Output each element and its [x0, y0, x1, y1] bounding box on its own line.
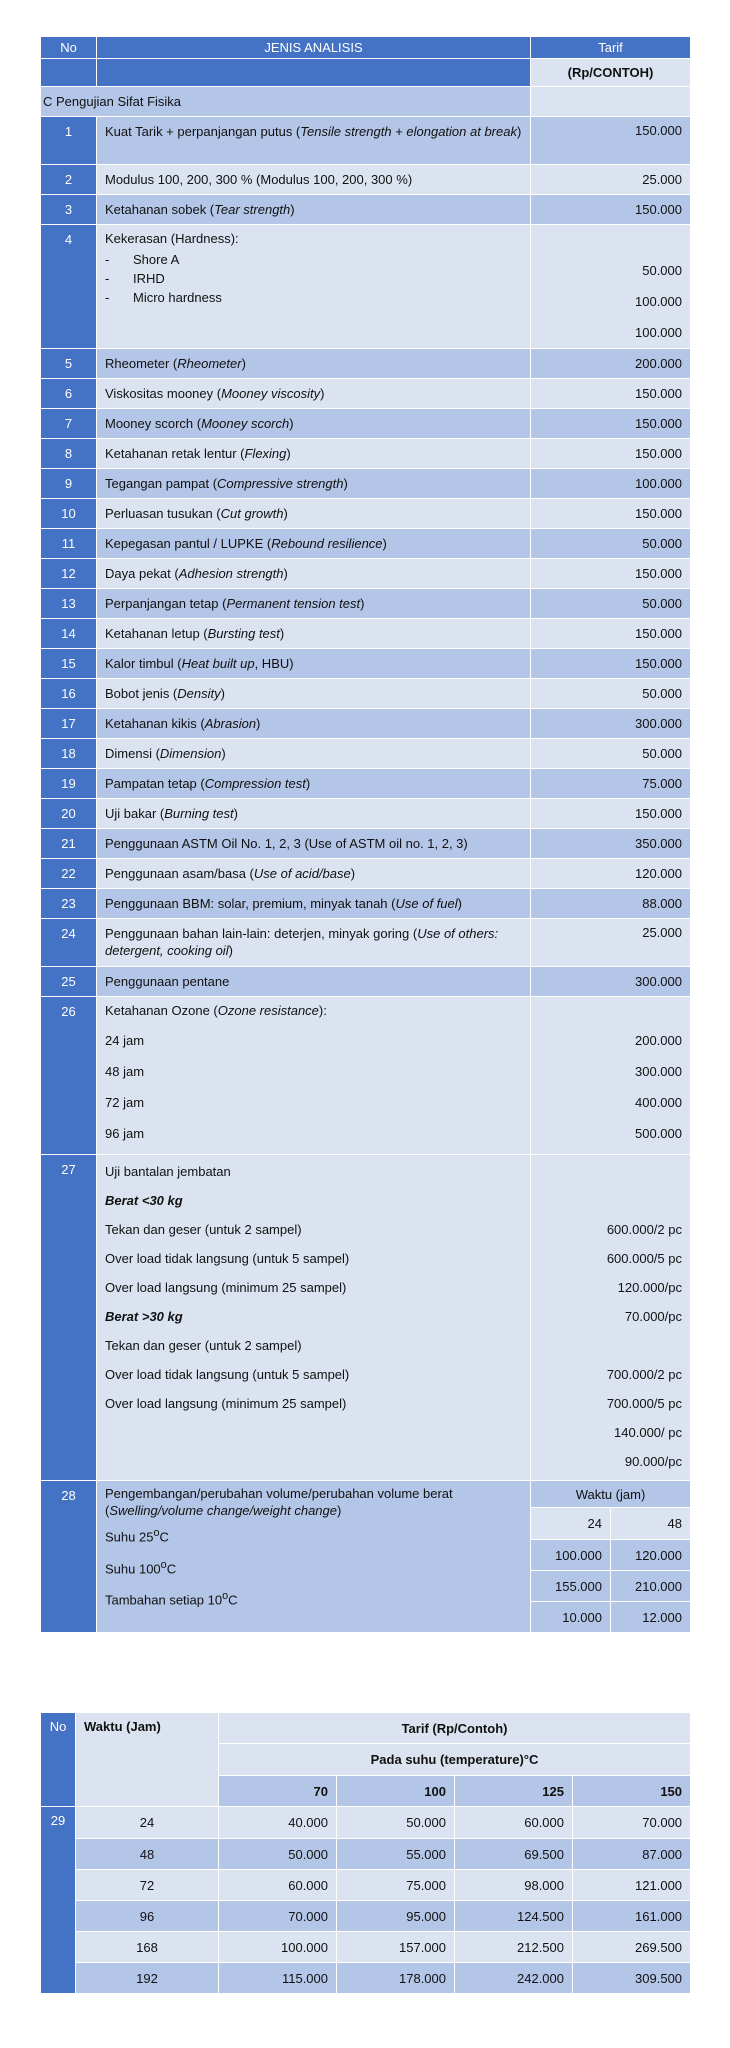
list-item: - IRHD	[105, 271, 165, 286]
bridge-line-label	[105, 1447, 522, 1476]
row-description: Rheometer (Rheometer)	[97, 349, 531, 379]
table-row	[41, 889, 691, 919]
temperature-tariff-table	[40, 1712, 691, 1994]
header-jenis: JENIS ANALISIS	[97, 37, 531, 59]
table-row	[41, 349, 691, 379]
table-row	[41, 709, 691, 739]
table-row	[41, 379, 691, 409]
swelling-label: Suhu 25$^o$C	[105, 1527, 169, 1545]
row-price: 350.000	[531, 829, 691, 859]
row-number: 21	[41, 829, 97, 859]
table-row	[41, 559, 691, 589]
ozone-item-label: 24 jam	[105, 1033, 145, 1048]
header-tarif: Tarif	[531, 37, 691, 59]
section-title: C Pengujian Sifat Fisika	[41, 87, 531, 117]
bridge-line-price: 120.000/pc	[617, 1280, 682, 1295]
row-price: 150.000	[531, 799, 691, 829]
table-row	[41, 1839, 691, 1870]
row-value: 121.000	[573, 1870, 691, 1901]
row-number: 8	[41, 439, 97, 469]
row-value: 60.000	[219, 1870, 337, 1901]
table-row	[41, 117, 691, 165]
row-value: 50.000	[219, 1839, 337, 1870]
row-jam: 24	[76, 1807, 219, 1839]
row-description: Kepegasan pantul / LUPKE (Rebound resilience)	[97, 529, 531, 559]
row-number: 11	[41, 529, 97, 559]
table-row	[41, 799, 691, 829]
row-value: 124.500	[455, 1901, 573, 1932]
row-price: 150.000	[531, 649, 691, 679]
row-description: Tegangan pampat (Compressive strength)	[97, 469, 531, 499]
lower-header-waktu: Waktu (Jam)	[76, 1713, 219, 1807]
row-swelling-head	[41, 1481, 691, 1508]
bridge-line-label: Berat <30 kg	[105, 1193, 183, 1208]
row-number: 4	[41, 225, 97, 349]
table-row	[41, 739, 691, 769]
row-value: 40.000	[219, 1807, 337, 1839]
row-value: 100.000	[219, 1932, 337, 1963]
table-row	[41, 409, 691, 439]
row-number: 12	[41, 559, 97, 589]
bridge-line-label: Over load langsung (minimum 25 sampel)	[105, 1280, 347, 1295]
row-description: Penggunaan asam/basa (Use of acid/base)	[97, 859, 531, 889]
row-jam: 192	[76, 1963, 219, 1994]
row-number: 15	[41, 649, 97, 679]
ozone-prices	[531, 997, 691, 1155]
row-number: 16	[41, 679, 97, 709]
row-description: Kuat Tarik + perpanjangan putus (Tensile strength + elongation at break)	[97, 117, 531, 165]
table-row	[41, 195, 691, 225]
hardness-list	[105, 250, 522, 307]
row-price: 150.000	[531, 559, 691, 589]
row-number: 6	[41, 379, 97, 409]
row-value: 269.500	[573, 1932, 691, 1963]
row-value: 95.000	[337, 1901, 455, 1932]
header-no: No	[41, 37, 97, 59]
row-bridge	[41, 1155, 691, 1481]
table-row	[41, 1932, 691, 1963]
table-row	[41, 919, 691, 967]
table-row	[41, 1963, 691, 1994]
table-row	[41, 469, 691, 499]
list-item: - Shore A	[105, 252, 180, 267]
row-description: Daya pekat (Adhesion strength)	[97, 559, 531, 589]
row-number: 17	[41, 709, 97, 739]
header-unit-row	[41, 59, 691, 87]
row-number: 20	[41, 799, 97, 829]
bridge-line-price	[539, 1186, 682, 1215]
ozone-title: Ketahanan Ozone (Ozone resistance):	[105, 1003, 327, 1018]
row-price: 150.000	[531, 195, 691, 225]
row-value: 157.000	[337, 1932, 455, 1963]
row-price: 150.000	[531, 619, 691, 649]
row-price: 25.000	[531, 165, 691, 195]
table-row	[41, 679, 691, 709]
row-number: 29	[41, 1807, 76, 1994]
table-row	[41, 859, 691, 889]
tariff-table: No JENIS ANALISIS Tarif (Rp/CONTOH) C Pengujian Sifat Fisika 1 Kuat Tarik + perpanjangan putus (Tensile strength + elongation at break) 150.000 2 Modulus 100, 200, 300 % (Modulus 100, 200, 300 %) 25.000 3 Ketahanan sobek (Tear strength) 150.000 4 Kekerasan (Hardness): - Shore A - IRHD - Micro hardness 50.000 100.000 100.000 5 Rheometer (Rheometer) 200.000 6 Viskositas mooney (Mooney viscosity) 150.000 7 Mooney scorch (Mooney scorch) 150.000 8 Ketahanan retak lentur (Flexing) 150.000 9 Tegangan pampat (Compressive strength) 100.000 10 Perluasan tusukan (Cut growth) 150.000 11 Kepegasan pantul / LUPKE (Rebound resilience) 50.000 12 Daya pekat (Adhesion strength) 150.000 13 Perpanjangan tetap (Permanent tension test) 50.000 14 Ketahanan letup (Bursting test) 150.000 15 Kalor timbul (Heat built up, HBU) 150.000 16 Bobot jenis (Density) 50.000 17 Ketahanan kikis (Abrasion) 300.000 18 Dimensi (Dimension) 50.000 19 Pampatan tetap (Compression test) 75.000 20 Uji bakar (Burning test) 150.000 21 Penggunaan ASTM Oil No. 1, 2, 3 (Use of ASTM oil no. 1, 2, 3) 350.000 22 Penggunaan asam/basa (Use of acid/base) 120.000 23 Penggunaan BBM: solar, premium, minyak tanah (Use of fuel) 88.000 24 Penggunaan bahan lain-lain: deterjen, minyak goring (Use of others: detergent, cooking oil) 25.000 25 Penggunaan pentane 300.000 26 Ketahanan Ozone (Ozone resistance): 24 jam 48 jam 72 jam 96 jam 200.000 300.000 400.000 500.000 27 Uji bantalan jembatan Berat <30 kg Tekan dan geser (untuk 2 sampel) Over load tidak langsung (untuk 5 sampel) Over load langsung (minimum 25 sampel) Berat >30 kg Tekan dan geser (untuk 2 sampel) Over load tidak langsung (untuk 5 sampel) Over load langsung (minimum 25 sampel) 600.000/2 pc 600.000/5 pc 120.000/pc 70.000/pc 700.000/2 pc 700.000/5 pc 140.000/ pc 90.000/pc 28 Pengembangan/perubahan volume/perubahan volume berat (Swelling/volume change/weight change) Suhu 25$^o$C Suhu 100$^o$C Tambahan setiap 10$^o$C Waktu (jam) 24 48 100.000 120.000 155.000 210.000 10.000 12.000	[40, 36, 691, 1633]
hardness-title: Kekerasan (Hardness):	[105, 231, 239, 246]
row-value: 60.000	[455, 1807, 573, 1839]
row-number: 22	[41, 859, 97, 889]
bridge-cell	[97, 1155, 531, 1481]
bridge-line-price	[539, 1331, 682, 1360]
row-description: Ketahanan sobek (Tear strength)	[97, 195, 531, 225]
row-value: 87.000	[573, 1839, 691, 1870]
header-row	[41, 37, 691, 59]
swelling-waktu-header: Waktu (jam)	[531, 1481, 691, 1508]
row-price: 50.000	[531, 529, 691, 559]
bridge-line-label: Berat >30 kg	[105, 1309, 183, 1324]
row-ozone	[41, 997, 691, 1155]
bridge-prices	[531, 1155, 691, 1481]
bridge-line-price: 700.000/5 pc	[606, 1396, 682, 1411]
section-row	[41, 87, 691, 117]
row-description: Penggunaan ASTM Oil No. 1, 2, 3 (Use of ASTM oil no. 1, 2, 3)	[97, 829, 531, 859]
temp-header: 125	[455, 1776, 573, 1807]
row-price: 150.000	[531, 379, 691, 409]
row-number: 28	[41, 1481, 97, 1633]
row-number: 5	[41, 349, 97, 379]
row-price: 25.000	[531, 919, 691, 967]
table-row	[41, 439, 691, 469]
row-number: 3	[41, 195, 97, 225]
row-description: Viskositas mooney (Mooney viscosity)	[97, 379, 531, 409]
row-number: 13	[41, 589, 97, 619]
row-description: Ketahanan retak lentur (Flexing)	[97, 439, 531, 469]
row-number: 2	[41, 165, 97, 195]
row-value: 70.000	[573, 1807, 691, 1839]
row-value: 50.000	[337, 1807, 455, 1839]
row-number: 10	[41, 499, 97, 529]
table-row	[41, 165, 691, 195]
row-description: Modulus 100, 200, 300 % (Modulus 100, 200, 300 %)	[97, 165, 531, 195]
bridge-line-price	[539, 1157, 682, 1186]
row-value: 69.500	[455, 1839, 573, 1870]
row-number: 27	[41, 1155, 97, 1481]
ozone-item-label: 72 jam	[105, 1095, 145, 1110]
row-price: 150.000	[531, 409, 691, 439]
row-description: Kalor timbul (Heat built up, HBU)	[97, 649, 531, 679]
row-number: 26	[41, 997, 97, 1155]
bridge-line-label	[105, 1418, 522, 1447]
row-jam: 168	[76, 1932, 219, 1963]
bridge-line-label: Tekan dan geser (untuk 2 sampel)	[105, 1338, 302, 1353]
row-description: Penggunaan BBM: solar, premium, minyak tanah (Use of fuel)	[97, 889, 531, 919]
row-value: 161.000	[573, 1901, 691, 1932]
row-value: 242.000	[455, 1963, 573, 1994]
row-price: 50.000	[531, 589, 691, 619]
row-price: 150.000	[531, 499, 691, 529]
row-description: Ketahanan letup (Bursting test)	[97, 619, 531, 649]
bridge-line-price: 600.000/2 pc	[606, 1222, 682, 1237]
row-number: 23	[41, 889, 97, 919]
row-description: Dimensi (Dimension)	[97, 739, 531, 769]
row-price: 150.000	[531, 439, 691, 469]
row-number: 25	[41, 967, 97, 997]
swelling-cell	[97, 1481, 531, 1633]
table-row	[41, 649, 691, 679]
row-number: 7	[41, 409, 97, 439]
bridge-line-label: Over load langsung (minimum 25 sampel)	[105, 1396, 347, 1411]
ozone-item-price: 300.000	[635, 1064, 682, 1079]
table-row	[41, 1870, 691, 1901]
table-row	[41, 589, 691, 619]
row-value: 70.000	[219, 1901, 337, 1932]
row-number: 24	[41, 919, 97, 967]
list-item: - Micro hardness	[105, 290, 222, 305]
table-row	[41, 1807, 691, 1839]
row-price: 100.000	[531, 469, 691, 499]
lower-header-no: No	[41, 1713, 76, 1807]
bridge-line-label: Over load tidak langsung (untuk 5 sampel)	[105, 1367, 350, 1382]
row-description: Ketahanan kikis (Abrasion)	[97, 709, 531, 739]
bridge-line-label: Over load tidak langsung (untuk 5 sampel)	[105, 1251, 350, 1266]
swelling-title: Pengembangan/perubahan volume/perubahan volume berat (Swelling/volume change/weight change)	[105, 1486, 453, 1518]
row-value: 178.000	[337, 1963, 455, 1994]
row-value: 75.000	[337, 1870, 455, 1901]
lower-header-tarif: Tarif (Rp/Contoh)	[219, 1713, 691, 1744]
header-unit: (Rp/CONTOH)	[531, 59, 691, 87]
row-value: 115.000	[219, 1963, 337, 1994]
table-row	[41, 499, 691, 529]
row-value: 309.500	[573, 1963, 691, 1994]
row-price: 50.000	[531, 679, 691, 709]
temp-header: 100	[337, 1776, 455, 1807]
ozone-cell	[97, 997, 531, 1155]
row-value: 55.000	[337, 1839, 455, 1870]
row-description: Uji bakar (Burning test)	[97, 799, 531, 829]
row-price: 50.000	[531, 739, 691, 769]
bridge-line-price: 600.000/5 pc	[606, 1251, 682, 1266]
row-number: 9	[41, 469, 97, 499]
swelling-h24: 24	[531, 1508, 611, 1540]
row-description: Bobot jenis (Density)	[97, 679, 531, 709]
hardness-prices: 50.000 100.000 100.000	[531, 225, 691, 349]
row-number: 1	[41, 117, 97, 165]
ozone-item-price: 400.000	[635, 1095, 682, 1110]
swelling-h48: 48	[611, 1508, 691, 1540]
row-description: Pampatan tetap (Compression test)	[97, 769, 531, 799]
ozone-item-price: 200.000	[635, 1033, 682, 1048]
ozone-list	[105, 1025, 522, 1149]
hardness-cell	[97, 225, 531, 349]
row-value: 98.000	[455, 1870, 573, 1901]
swelling-label: Suhu 100$^o$C	[105, 1559, 177, 1577]
row-value: 212.500	[455, 1932, 573, 1963]
lower-rows	[41, 1807, 691, 1994]
row-jam: 48	[76, 1839, 219, 1870]
bridge-line-price: 700.000/2 pc	[606, 1367, 682, 1382]
row-price: 75.000	[531, 769, 691, 799]
ozone-item-label: 48 jam	[105, 1064, 145, 1079]
row-price: 300.000	[531, 709, 691, 739]
row-description: Penggunaan pentane	[97, 967, 531, 997]
row-price: 300.000	[531, 967, 691, 997]
row-description: Perpanjangan tetap (Permanent tension test)	[97, 589, 531, 619]
temp-header: 150	[573, 1776, 691, 1807]
row-description: Penggunaan bahan lain-lain: deterjen, minyak goring (Use of others: detergent, cooking oil)	[97, 919, 531, 967]
bridge-line-price: 90.000/pc	[624, 1454, 682, 1469]
row-number: 19	[41, 769, 97, 799]
row-price: 200.000	[531, 349, 691, 379]
table-row	[41, 829, 691, 859]
ozone-item-price: 500.000	[635, 1126, 682, 1141]
row-hardness	[41, 225, 691, 349]
swelling-label: Tambahan setiap 10$^o$C	[105, 1590, 238, 1608]
row-description: Perluasan tusukan (Cut growth)	[97, 499, 531, 529]
row-jam: 72	[76, 1870, 219, 1901]
row-description: Mooney scorch (Mooney scorch)	[97, 409, 531, 439]
row-jam: 96	[76, 1901, 219, 1932]
row-number: 18	[41, 739, 97, 769]
row-price: 88.000	[531, 889, 691, 919]
ozone-item-label: 96 jam	[105, 1126, 145, 1141]
bridge-line-price: 70.000/pc	[624, 1309, 682, 1324]
table-row	[41, 619, 691, 649]
bridge-line-label: Uji bantalan jembatan	[105, 1164, 231, 1179]
table-row	[41, 1901, 691, 1932]
bridge-line-price: 140.000/ pc	[614, 1425, 682, 1440]
temp-header: 70	[219, 1776, 337, 1807]
table-row	[41, 529, 691, 559]
lower-header-suhu: Pada suhu (temperature)°C	[219, 1744, 691, 1776]
rows-1-3	[41, 117, 691, 225]
rows-5-25	[41, 349, 691, 997]
bridge-line-label: Tekan dan geser (untuk 2 sampel)	[105, 1222, 302, 1237]
table-row	[41, 967, 691, 997]
row-price: 150.000	[531, 117, 691, 165]
row-price: 120.000	[531, 859, 691, 889]
row-number: 14	[41, 619, 97, 649]
table-row	[41, 769, 691, 799]
